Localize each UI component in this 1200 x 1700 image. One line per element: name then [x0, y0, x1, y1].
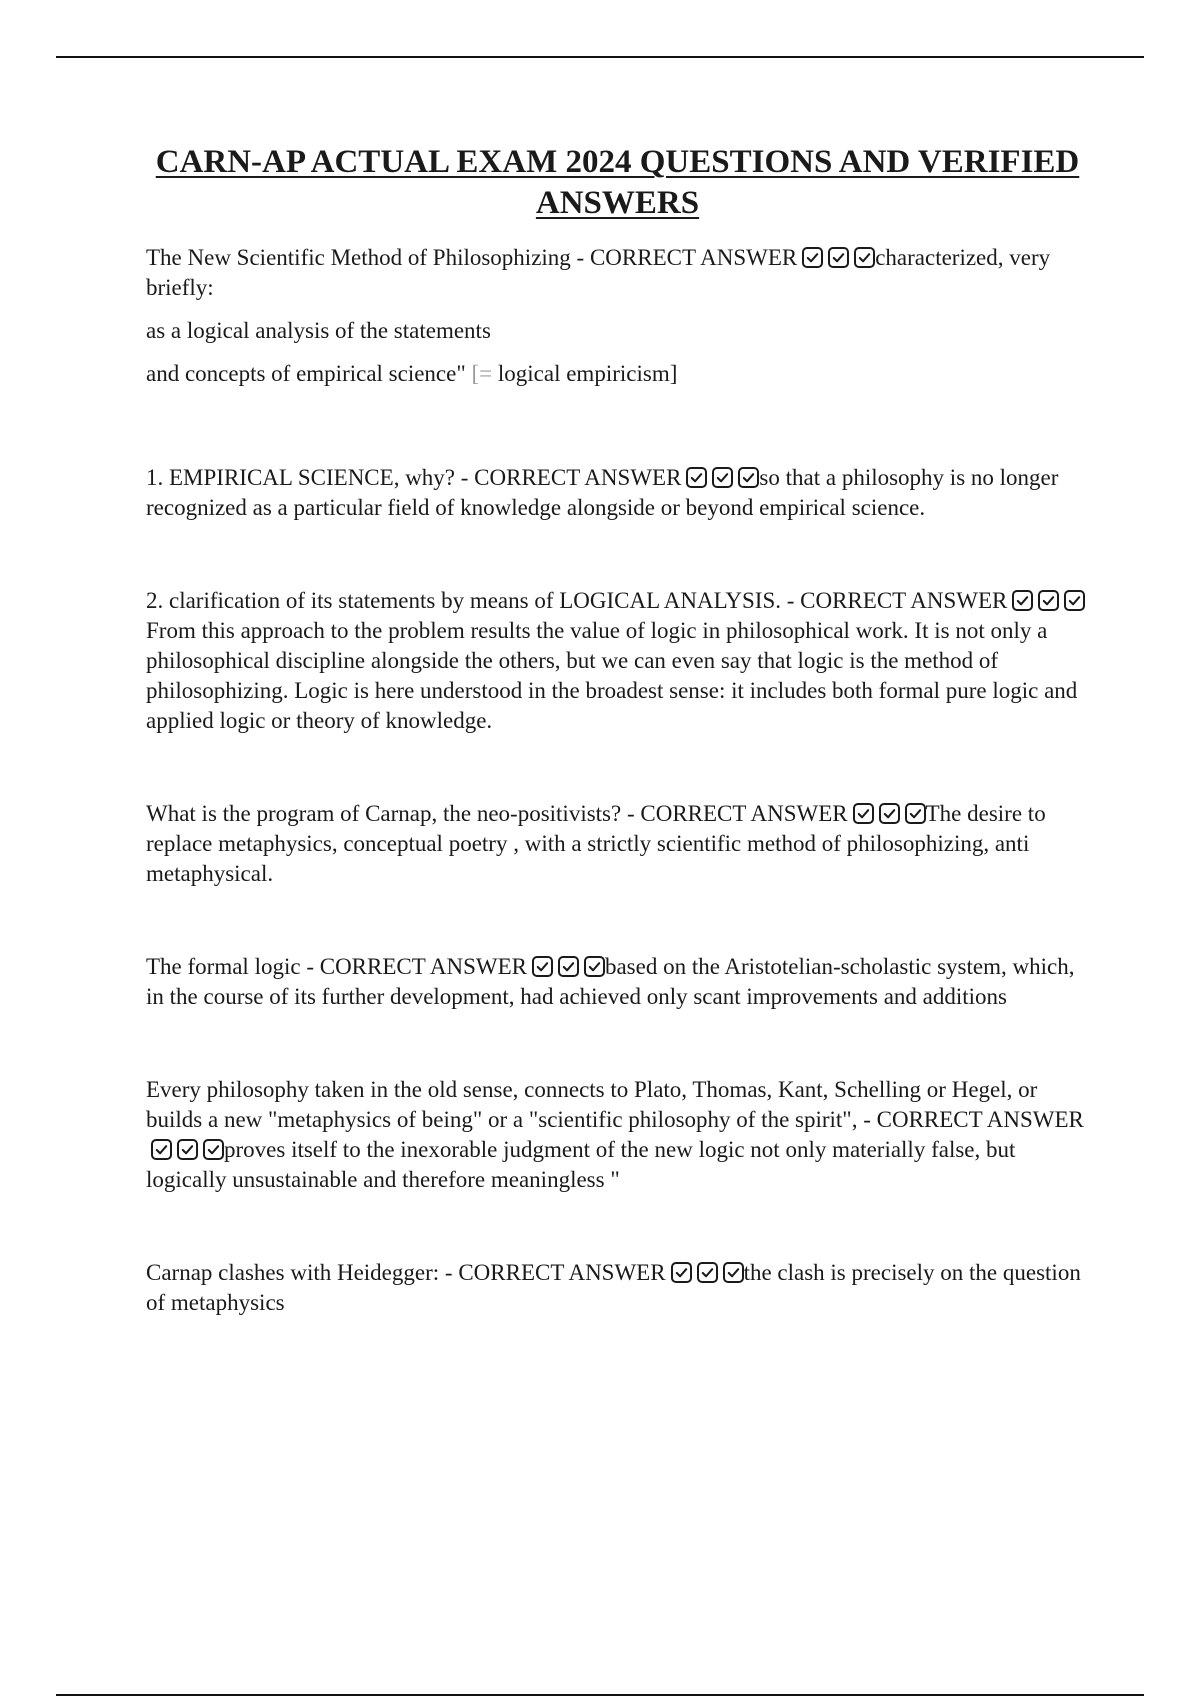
- checkmark-box-icon: [1038, 590, 1059, 611]
- qa-item: [146, 1258, 1091, 1318]
- answer-text: From this approach to the problem results the value of logic in philosophical work. It is not only a philosophical discipline alongside the others, but we can even say that logic is the method of philosophizing. Logic is here understood in the broadest sense: it includes both formal pure logic and applied logic or theory of knowledge.: [146, 618, 1078, 733]
- answer-marker: - CORRECT ANSWER: [444, 1260, 666, 1285]
- checkmark-box-icon: [151, 1139, 172, 1160]
- question-text: The New Scientific Method of Philosophizing: [146, 245, 571, 270]
- question-text: The formal logic: [146, 954, 301, 979]
- checkmark-box-icon: [879, 803, 900, 824]
- checkmark-box-icon: [738, 467, 759, 488]
- question-text: Every philosophy taken in the old sense, connects to Plato, Thomas, Kant, Schelling or Hegel, or builds a new "metaphysics of being" or a "scientific philosophy of the spirit",: [146, 1077, 1038, 1132]
- checkmark-box-icon: [712, 467, 733, 488]
- qa-item: [146, 799, 1091, 889]
- checkmark-box-icon: [177, 1139, 198, 1160]
- intro-line-faded: [=: [471, 361, 498, 386]
- answer-text: The desire to replace metaphysics, conceptual poetry , with a strictly scientific method of philosophizing, anti metaphysical.: [146, 801, 1046, 886]
- qa-item: [146, 463, 1091, 523]
- checkmark-box-icon: [532, 956, 553, 977]
- intro-qa: [146, 243, 1091, 303]
- answer-text: so that a philosophy is no longer recognized as a particular field of knowledge alongside or beyond empirical science.: [146, 465, 1059, 520]
- qa-item: [146, 952, 1091, 1012]
- answer-marker: - CORRECT ANSWER: [460, 465, 682, 490]
- document-body: [146, 243, 1091, 1318]
- checkmark-box-icon: [905, 803, 926, 824]
- answer-text: proves itself to the inexorable judgment of the new logic not only materially false, but logically unsustainable and therefore meaningless ": [146, 1137, 1016, 1192]
- checkmark-box-icon: [686, 467, 707, 488]
- answer-marker: - CORRECT ANSWER: [306, 954, 527, 979]
- document-title: CARN-AP ACTUAL EXAM 2024 QUESTIONS AND VERIFIED ANSWERS: [155, 144, 1080, 221]
- intro-line-text: and concepts of empirical science": [146, 361, 472, 386]
- checkmark-box-icon: [558, 956, 579, 977]
- qa-item: [146, 586, 1091, 736]
- answer-text: characterized, very briefly:: [146, 245, 1051, 300]
- answer-marker: - CORRECT ANSWER: [863, 1107, 1084, 1132]
- qa-item: [146, 1075, 1091, 1195]
- answer-marker: - CORRECT ANSWER: [626, 801, 848, 826]
- checkmark-box-icon: [671, 1262, 692, 1283]
- checkmark-box-icon: [723, 1262, 744, 1283]
- checkmark-box-icon: [203, 1139, 224, 1160]
- answer-marker: - CORRECT ANSWER: [576, 245, 798, 270]
- checkmark-box-icon: [828, 247, 849, 268]
- checkmark-box-icon: [697, 1262, 718, 1283]
- bottom-rule: [56, 1694, 1144, 1696]
- intro-line: [146, 359, 1091, 389]
- checkmark-box-icon: [584, 956, 605, 977]
- checkmark-box-icon: [1064, 590, 1085, 611]
- answer-text: based on the Aristotelian-scholastic system, which, in the course of its further development, had achieved only scant improvements and additions: [146, 954, 1075, 1009]
- question-text: What is the program of Carnap, the neo-positivists?: [146, 801, 622, 826]
- question-text: 2. clarification of its statements by means of LOGICAL ANALYSIS.: [146, 588, 781, 613]
- checkmark-box-icon: [853, 803, 874, 824]
- question-text: Carnap clashes with Heidegger:: [146, 1260, 440, 1285]
- answer-text: the clash is precisely on the question of metaphysics: [146, 1260, 1081, 1315]
- top-rule: [56, 56, 1144, 58]
- question-text: 1. EMPIRICAL SCIENCE, why?: [146, 465, 456, 490]
- checkmark-box-icon: [854, 247, 875, 268]
- answer-marker: - CORRECT ANSWER: [786, 588, 1008, 613]
- intro-line: as a logical analysis of the statements: [146, 318, 491, 343]
- checkmark-box-icon: [1012, 590, 1033, 611]
- intro-line-text: logical empiricism]: [497, 361, 678, 386]
- checkmark-box-icon: [802, 247, 823, 268]
